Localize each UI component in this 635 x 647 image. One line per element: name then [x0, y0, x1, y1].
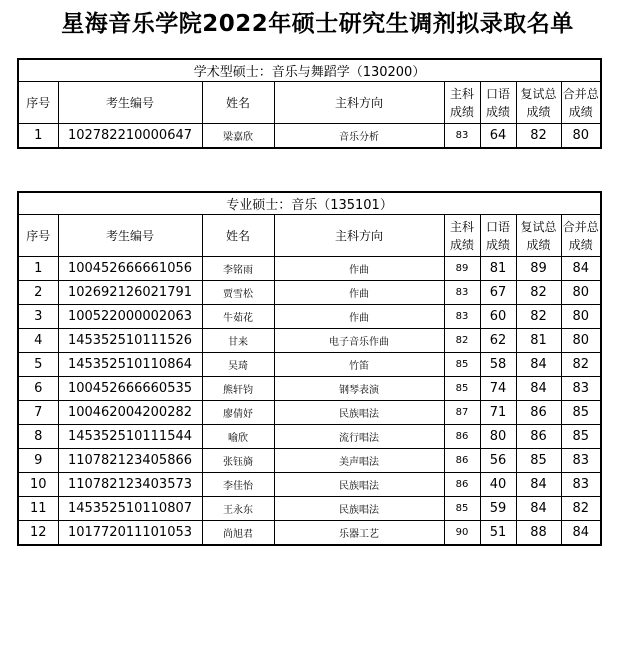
table-row [18, 377, 601, 401]
cell-retest-score: 88 [516, 521, 561, 546]
col-header-retest-score: 复试总成绩 [516, 82, 561, 124]
cell-retest-score: 82 [516, 281, 561, 305]
cell-oral-score: 71 [480, 401, 516, 425]
cell-oral-score: 62 [480, 329, 516, 353]
cell-oral-score: 67 [480, 281, 516, 305]
cell-major: 音乐分析 [274, 124, 444, 149]
cell-oral-score: 80 [480, 425, 516, 449]
cell-major: 钢琴表演 [274, 377, 444, 401]
cell-major: 作曲 [274, 305, 444, 329]
cell-name: 贾雪松 [202, 281, 274, 305]
cell-oral-score: 51 [480, 521, 516, 546]
cell-total-score: 84 [561, 257, 601, 281]
cell-oral-score: 81 [480, 257, 516, 281]
cell-no: 6 [18, 377, 58, 401]
cell-retest-score: 86 [516, 401, 561, 425]
cell-no: 7 [18, 401, 58, 425]
cell-name: 喻欣 [202, 425, 274, 449]
cell-id: 102782210000647 [58, 124, 202, 149]
academic-master-table [17, 58, 602, 149]
table-row [18, 305, 601, 329]
table-header-row [18, 215, 601, 257]
cell-retest-score: 89 [516, 257, 561, 281]
col-header-oral-score: 口语成绩 [480, 82, 516, 124]
cell-main-score: 83 [444, 281, 480, 305]
page-title: 星海音乐学院2022年硕士研究生调剂拟录取名单 [61, 11, 574, 37]
cell-oral-score: 59 [480, 497, 516, 521]
cell-id: 145352510110807 [58, 497, 202, 521]
cell-oral-score: 74 [480, 377, 516, 401]
cell-id: 145352510111544 [58, 425, 202, 449]
cell-id: 110782123403573 [58, 473, 202, 497]
cell-major: 民族唱法 [274, 473, 444, 497]
cell-retest-score: 84 [516, 473, 561, 497]
cell-major: 电子音乐作曲 [274, 329, 444, 353]
cell-total-score: 83 [561, 449, 601, 473]
table-row [18, 329, 601, 353]
table-row [18, 449, 601, 473]
cell-id: 145352510110864 [58, 353, 202, 377]
cell-no: 4 [18, 329, 58, 353]
cell-major: 作曲 [274, 257, 444, 281]
cell-total-score: 85 [561, 401, 601, 425]
cell-retest-score: 84 [516, 497, 561, 521]
col-header-id: 考生编号 [58, 82, 202, 124]
col-header-retest-score: 复试总成绩 [516, 215, 561, 257]
cell-no: 2 [18, 281, 58, 305]
col-header-total-score: 合并总成绩 [561, 215, 601, 257]
cell-no: 12 [18, 521, 58, 546]
cell-total-score: 80 [561, 329, 601, 353]
cell-id: 110782123405866 [58, 449, 202, 473]
cell-id: 100522000002063 [58, 305, 202, 329]
cell-id: 145352510111526 [58, 329, 202, 353]
col-header-total-score: 合并总成绩 [561, 82, 601, 124]
cell-oral-score: 58 [480, 353, 516, 377]
cell-name: 熊轩钧 [202, 377, 274, 401]
cell-retest-score: 82 [516, 124, 561, 149]
cell-total-score: 80 [561, 124, 601, 149]
cell-no: 3 [18, 305, 58, 329]
cell-name: 吴琦 [202, 353, 274, 377]
cell-oral-score: 60 [480, 305, 516, 329]
cell-name: 李佳怡 [202, 473, 274, 497]
table-caption: 学术型硕士：音乐与舞蹈学（130200） [18, 59, 601, 82]
cell-no: 10 [18, 473, 58, 497]
table-row [18, 497, 601, 521]
cell-id: 102692126021791 [58, 281, 202, 305]
cell-major: 流行唱法 [274, 425, 444, 449]
col-header-oral-score: 口语成绩 [480, 215, 516, 257]
table-row [18, 521, 601, 546]
col-header-name: 姓名 [202, 82, 274, 124]
cell-no: 9 [18, 449, 58, 473]
cell-retest-score: 85 [516, 449, 561, 473]
cell-name: 尚旭君 [202, 521, 274, 546]
cell-total-score: 85 [561, 425, 601, 449]
cell-id: 101772011101053 [58, 521, 202, 546]
cell-name: 廖倩妤 [202, 401, 274, 425]
cell-no: 8 [18, 425, 58, 449]
table-row [18, 257, 601, 281]
table-row [18, 473, 601, 497]
table-row [18, 281, 601, 305]
cell-main-score: 86 [444, 425, 480, 449]
col-header-name: 姓名 [202, 215, 274, 257]
cell-major: 民族唱法 [274, 497, 444, 521]
cell-major: 竹笛 [274, 353, 444, 377]
cell-total-score: 83 [561, 377, 601, 401]
cell-no: 5 [18, 353, 58, 377]
col-header-no: 序号 [18, 215, 58, 257]
cell-id: 100452666661056 [58, 257, 202, 281]
cell-total-score: 80 [561, 281, 601, 305]
cell-total-score: 83 [561, 473, 601, 497]
table-row [18, 425, 601, 449]
table-row [18, 124, 601, 149]
cell-oral-score: 56 [480, 449, 516, 473]
cell-major: 作曲 [274, 281, 444, 305]
cell-main-score: 86 [444, 449, 480, 473]
cell-major: 民族唱法 [274, 401, 444, 425]
col-header-main-score: 主科成绩 [444, 215, 480, 257]
professional-master-table [17, 191, 602, 546]
table-row [18, 353, 601, 377]
table-row [18, 401, 601, 425]
cell-retest-score: 84 [516, 377, 561, 401]
cell-retest-score: 84 [516, 353, 561, 377]
cell-retest-score: 82 [516, 305, 561, 329]
col-header-no: 序号 [18, 82, 58, 124]
cell-retest-score: 81 [516, 329, 561, 353]
cell-major: 美声唱法 [274, 449, 444, 473]
cell-total-score: 80 [561, 305, 601, 329]
cell-no: 1 [18, 257, 58, 281]
cell-name: 梁嘉欣 [202, 124, 274, 149]
cell-retest-score: 86 [516, 425, 561, 449]
cell-name: 牛茹花 [202, 305, 274, 329]
cell-main-score: 85 [444, 497, 480, 521]
cell-name: 甘来 [202, 329, 274, 353]
cell-id: 100462004200282 [58, 401, 202, 425]
col-header-main-score: 主科成绩 [444, 82, 480, 124]
cell-oral-score: 40 [480, 473, 516, 497]
cell-oral-score: 64 [480, 124, 516, 149]
cell-id: 100452666660535 [58, 377, 202, 401]
col-header-major: 主科方向 [274, 82, 444, 124]
cell-main-score: 90 [444, 521, 480, 546]
cell-main-score: 86 [444, 473, 480, 497]
col-header-major: 主科方向 [274, 215, 444, 257]
cell-total-score: 82 [561, 497, 601, 521]
cell-total-score: 84 [561, 521, 601, 546]
cell-main-score: 87 [444, 401, 480, 425]
cell-major: 乐器工艺 [274, 521, 444, 546]
cell-main-score: 85 [444, 353, 480, 377]
cell-no: 1 [18, 124, 58, 149]
table-caption: 专业硕士：音乐（135101） [18, 192, 601, 215]
cell-name: 王永东 [202, 497, 274, 521]
table-header-row [18, 82, 601, 124]
cell-no: 11 [18, 497, 58, 521]
cell-main-score: 83 [444, 305, 480, 329]
col-header-id: 考生编号 [58, 215, 202, 257]
cell-main-score: 83 [444, 124, 480, 149]
cell-main-score: 85 [444, 377, 480, 401]
cell-name: 李铭雨 [202, 257, 274, 281]
cell-main-score: 89 [444, 257, 480, 281]
cell-main-score: 82 [444, 329, 480, 353]
cell-total-score: 82 [561, 353, 601, 377]
cell-name: 张钰旖 [202, 449, 274, 473]
